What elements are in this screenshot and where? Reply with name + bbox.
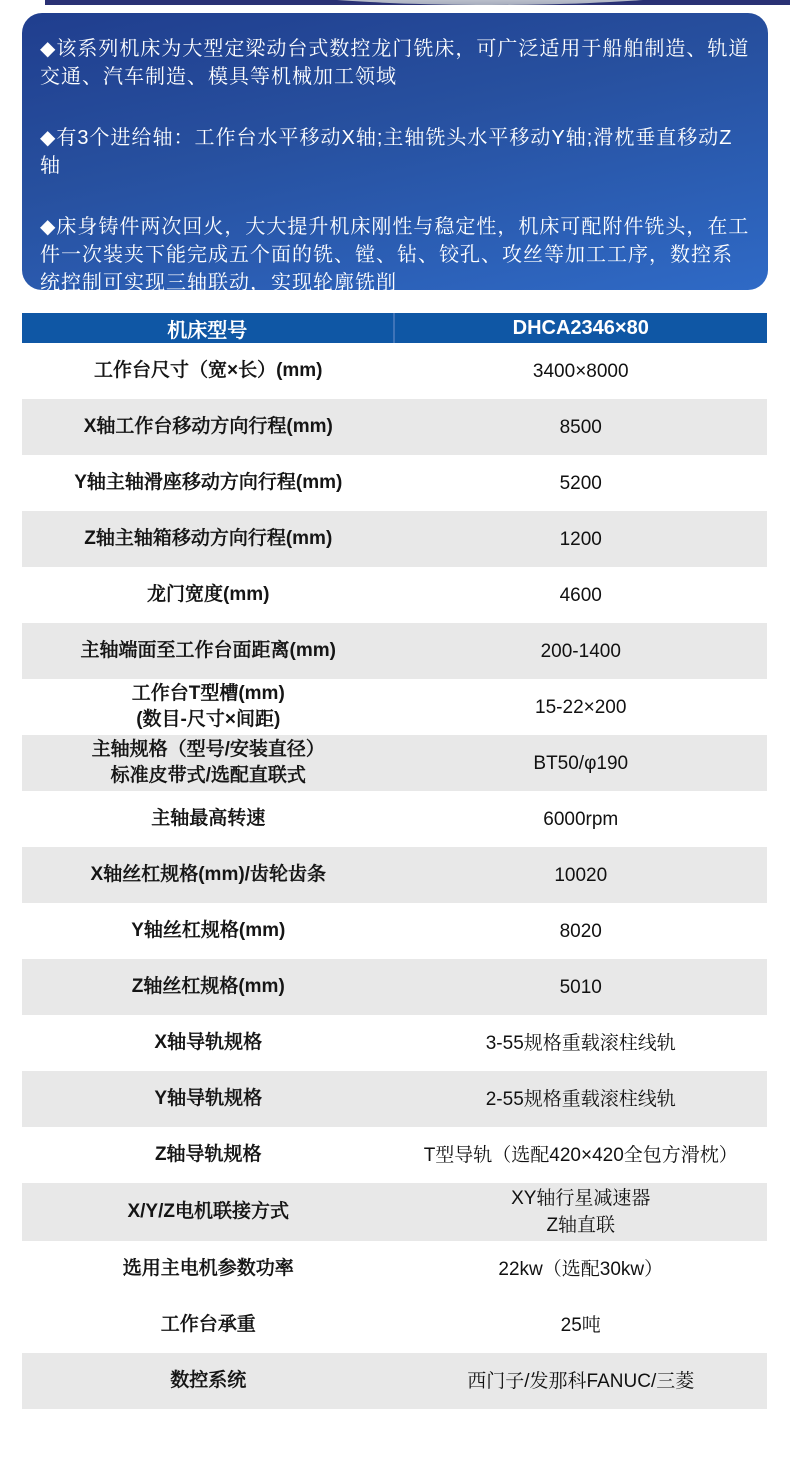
spec-label: Z轴丝杠规格(mm)	[131, 976, 285, 997]
spec-row	[22, 1353, 767, 1409]
intro-box	[22, 13, 768, 294]
spec-value: 3400×8000	[532, 360, 629, 382]
spec-row	[22, 1071, 767, 1127]
spec-row	[22, 343, 767, 399]
spec-label: 主轴规格（型号/安装直径） 标准皮带式/选配直联式	[91, 739, 325, 786]
spec-value: 2-55规格重载滚柱线轨	[485, 1088, 676, 1110]
top-banner-remnant	[0, 0, 790, 13]
spec-label: Y轴丝杠规格(mm)	[131, 920, 286, 941]
spec-label: Z轴导轨规格	[154, 1144, 262, 1165]
intro-bullet: ◆床身铸件两次回火，大大提升机床刚性与稳定性，机床可配附件铣头，在工件一次装夹下能完成五个面的铣、镗、钻、铰孔、攻丝等加工工序，数控系统控制可实现三轴联动，实现轮廓铣削	[40, 216, 750, 294]
spec-label: 主轴最高转速	[151, 808, 266, 829]
spec-row	[22, 735, 767, 791]
spec-row	[22, 1015, 767, 1071]
spec-label: X轴导轨规格	[154, 1032, 263, 1053]
spec-label: 工作台T型槽(mm) (数目-尺寸×间距)	[131, 683, 285, 730]
spec-row	[22, 1127, 767, 1183]
spec-row	[22, 959, 767, 1015]
spec-value: 4600	[559, 584, 602, 606]
spec-label: 工作台尺寸（宽×长）(mm)	[93, 360, 323, 381]
spec-label: 选用主电机参数功率	[122, 1258, 294, 1279]
spec-label: X轴工作台移动方向行程(mm)	[83, 416, 333, 437]
spec-row	[22, 399, 767, 455]
intro-bullet: ◆有3个进给轴：工作台水平移动X轴;主轴铣头水平移动Y轴;滑枕垂直移动Z轴	[40, 127, 733, 177]
spec-row	[22, 679, 767, 735]
spec-table-header	[22, 313, 767, 343]
header-model-value: DHCA2346×80	[512, 316, 649, 339]
spec-value: 8500	[559, 416, 602, 438]
spec-row	[22, 511, 767, 567]
spec-row	[22, 567, 767, 623]
spec-row	[22, 455, 767, 511]
spec-value: 西门子/发那科FANUC/三菱	[467, 1370, 695, 1392]
spec-value: 10020	[554, 864, 608, 886]
spec-row	[22, 623, 767, 679]
spec-table-body	[22, 343, 767, 1409]
spec-label: X/Y/Z电机联接方式	[127, 1201, 289, 1222]
spec-row	[22, 903, 767, 959]
spec-label: Z轴主轴箱移动方向行程(mm)	[84, 528, 333, 549]
spec-label: X轴丝杠规格(mm)/齿轮齿条	[90, 864, 326, 885]
spec-label: 工作台承重	[160, 1314, 256, 1335]
spec-value: 200-1400	[540, 640, 621, 662]
spec-value: 3-55规格重载滚柱线轨	[485, 1032, 676, 1054]
spec-label: 数控系统	[170, 1370, 247, 1391]
spec-label: 主轴端面至工作台面距离(mm)	[80, 640, 336, 661]
spec-label: Y轴导轨规格	[154, 1088, 263, 1109]
spec-row	[22, 847, 767, 903]
spec-row	[22, 1241, 767, 1297]
spec-row	[22, 1297, 767, 1353]
spec-value: T型导轨（选配420×420全包方滑枕）	[423, 1144, 738, 1166]
spec-label: Y轴主轴滑座移动方向行程(mm)	[74, 472, 343, 493]
spec-row	[22, 1183, 767, 1241]
intro-bullet: ◆该系列机床为大型定梁动台式数控龙门铣床，可广泛适用于船舶制造、轨道交通、汽车制造、模具等机械加工领域	[40, 38, 750, 88]
spec-value: 8020	[559, 920, 602, 942]
spec-value: BT50/φ190	[533, 752, 629, 774]
spec-label: 龙门宽度(mm)	[147, 584, 270, 605]
spec-value: 1200	[559, 528, 602, 550]
header-param-label: 机床型号	[22, 313, 395, 343]
spec-row	[22, 791, 767, 847]
spec-value: XY轴行星减速器 Z轴直联	[511, 1188, 651, 1236]
spec-value: 5200	[559, 472, 602, 494]
spec-value: 5010	[559, 976, 602, 998]
spec-value: 15-22×200	[535, 696, 627, 718]
spec-value: 25吨	[560, 1314, 601, 1336]
spec-value: 22kw（选配30kw）	[498, 1258, 664, 1280]
spec-value: 6000rpm	[543, 808, 619, 830]
spec-table	[22, 313, 767, 1409]
